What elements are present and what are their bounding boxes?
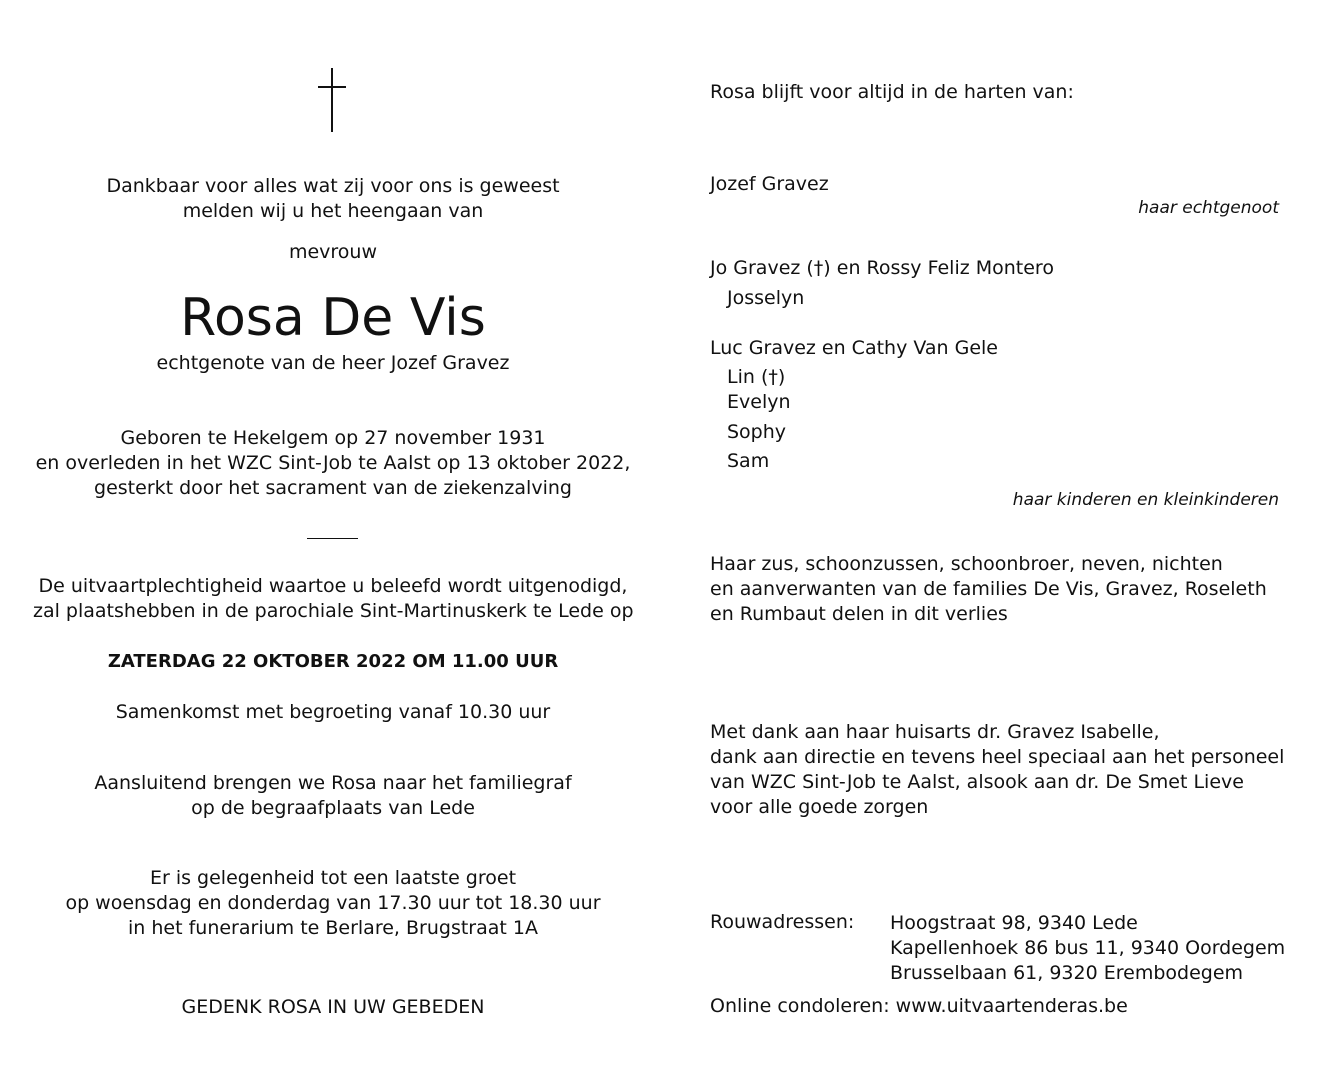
grandchild-name: Evelyn xyxy=(727,391,791,413)
gathering-text: Samenkomst met begroeting vanaf 10.30 uur xyxy=(115,701,551,723)
birth-death-line: gesterkt door het sacrament van de ziekenzalving xyxy=(94,477,572,499)
thanks-line: van WZC Sint-Job te Aalst, alsook aan dr. De Smet Lieve xyxy=(710,771,1244,793)
birth-death-text xyxy=(33,426,633,501)
birth-death-line: Geboren te Hekelgem op 27 november 1931 xyxy=(120,427,546,449)
intro-line: Dankbaar voor alles wat zij voor ons is geweest xyxy=(106,175,560,197)
salutation: mevrouw xyxy=(288,241,378,263)
family-line: Jo Gravez (†) en Rossy Feliz Montero xyxy=(710,257,1054,279)
relatives-line: en aanverwanten van de families De Vis, Gravez, Roseleth xyxy=(710,578,1267,600)
thanks-line: dank aan directie en tevens heel speciaal aan het personeel xyxy=(710,746,1285,768)
grandchild-name: Lin (†) xyxy=(727,366,786,388)
invitation-line: De uitvaartplechtigheid waartoe u beleefd wordt uitgenodigd, xyxy=(38,575,628,597)
husband-role: haar echtgenoot xyxy=(1138,198,1279,218)
spouse-line: echtgenote van de heer Jozef Gravez xyxy=(156,352,510,374)
burial-text xyxy=(33,771,633,821)
address-line: Kapellenhoek 86 bus 11, 9340 Oordegem xyxy=(890,937,1286,959)
invitation-text xyxy=(33,574,633,624)
grandchild-name: Sam xyxy=(727,450,770,472)
burial-line: Aansluitend brengen we Rosa naar het familiegraf xyxy=(94,772,572,794)
addresses-list xyxy=(890,911,1285,986)
online-condolence: Online condoleren: www.uitvaartenderas.be xyxy=(710,995,1128,1017)
family-line: Luc Gravez en Cathy Van Gele xyxy=(710,337,998,359)
address-line: Brusselbaan 61, 9320 Erembodegem xyxy=(890,962,1244,984)
visitation-line: in het funerarium te Berlare, Brugstraat 1A xyxy=(128,917,538,939)
divider xyxy=(307,538,358,539)
thanks-text xyxy=(710,720,1284,820)
visitation-line: op woensdag en donderdag van 17.30 uur tot 18.30 uur xyxy=(65,892,601,914)
closing-text: GEDENK ROSA IN UW GEBEDEN xyxy=(181,996,485,1018)
birth-death-line: en overleden in het WZC Sint-Job te Aalst op 13 oktober 2022, xyxy=(35,452,631,474)
relatives-line: en Rumbaut delen in dit verlies xyxy=(710,603,1008,625)
mourners-heading: Rosa blijft voor altijd in de harten van: xyxy=(710,81,1074,103)
visitation-text xyxy=(33,866,633,941)
address-line: Hoogstraat 98, 9340 Lede xyxy=(890,912,1138,934)
visitation-line: Er is gelegenheid tot een laatste groet xyxy=(149,867,517,889)
invitation-line: zal plaatshebben in de parochiale Sint-Martinuskerk te Lede op xyxy=(33,600,634,622)
grandchild-name: Josselyn xyxy=(727,287,805,309)
addresses-label: Rouwadressen: xyxy=(710,911,855,933)
relatives-text xyxy=(710,552,1267,627)
intro-line: melden wij u het heengaan van xyxy=(182,200,484,222)
deceased-name: Rosa De Vis xyxy=(180,288,486,348)
grandchild-name: Sophy xyxy=(727,421,787,443)
children-role: haar kinderen en kleinkinderen xyxy=(1012,490,1279,510)
relatives-line: Haar zus, schoonzussen, schoonbroer, neven, nichten xyxy=(710,553,1223,575)
burial-line: op de begraafplaats van Lede xyxy=(191,797,475,819)
thanks-line: Met dank aan haar huisarts dr. Gravez Isabelle, xyxy=(710,721,1160,743)
thanks-line: voor alle goede zorgen xyxy=(710,796,929,818)
ceremony-date: ZATERDAG 22 OKTOBER 2022 OM 11.00 UUR xyxy=(107,651,559,672)
husband-name: Jozef Gravez xyxy=(710,173,829,195)
intro-text xyxy=(33,174,633,224)
